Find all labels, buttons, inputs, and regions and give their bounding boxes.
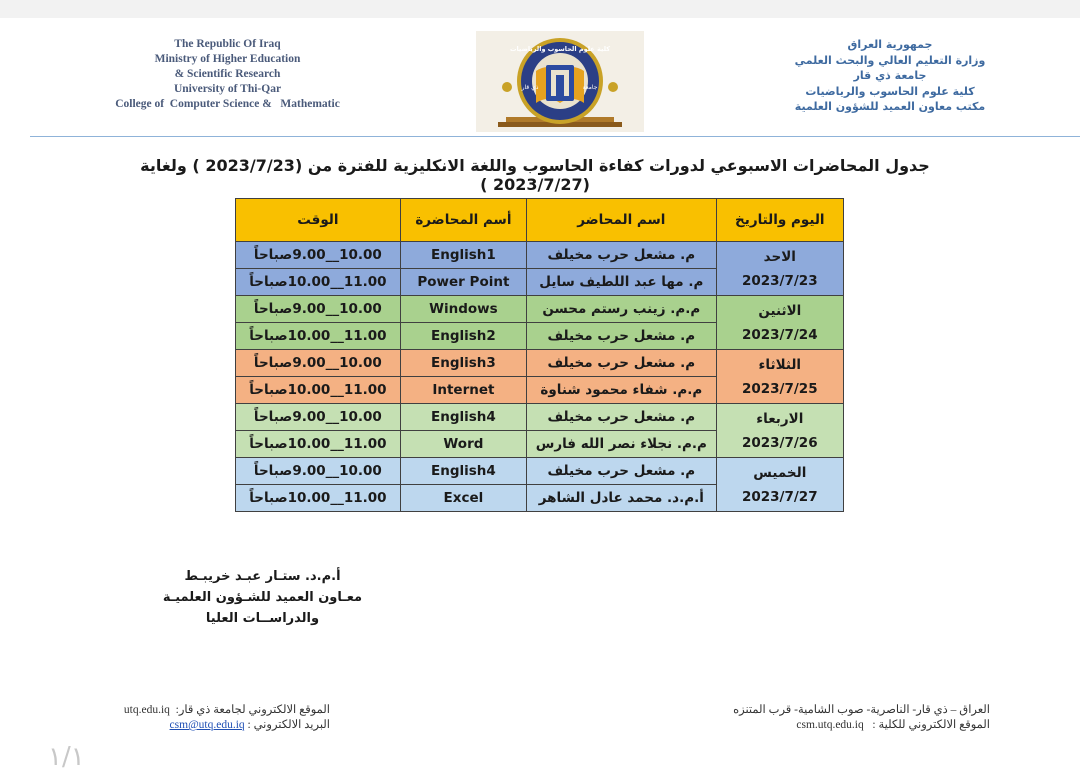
table-row — [236, 242, 844, 269]
table-header-row — [236, 199, 844, 242]
time-cell: 10.00__9.00صباحاً — [236, 242, 401, 269]
subject-cell: English2 — [400, 323, 526, 350]
top-bar — [0, 0, 1080, 18]
day-date: 2023/7/25 — [741, 380, 818, 397]
time-cell: 10.00__9.00صباحاً — [236, 350, 401, 377]
header-day: اليوم والتاريخ — [716, 199, 843, 242]
subject-cell: English1 — [400, 242, 526, 269]
lecturer-cell: أ.م.د. محمد عادل الشاهر — [527, 485, 717, 512]
college-logo — [476, 31, 644, 132]
arabic-letterhead — [790, 37, 990, 115]
header-lecturer: اسم المحاضر — [527, 199, 717, 242]
subject-cell: English4 — [400, 404, 526, 431]
day-date: 2023/7/23 — [741, 272, 818, 289]
day-name: الاثنين — [758, 302, 802, 319]
lecturer-cell: م. مشعل حرب مخيلف — [527, 323, 717, 350]
header-divider — [30, 136, 1080, 137]
signature-block — [150, 566, 375, 629]
subject-cell: Excel — [400, 485, 526, 512]
university-website: الموقع الالكتروني لجامعة ذي قار: utq.edu.iq — [123, 704, 330, 716]
subject-cell: English4 — [400, 458, 526, 485]
day-cell — [716, 404, 843, 458]
letterhead-line: جامعة ذي قار — [853, 69, 927, 82]
footer-contact — [100, 703, 330, 733]
logo-side-text-left: ذي قار — [521, 84, 539, 91]
lecturer-cell: م. مشعل حرب مخيلف — [527, 242, 717, 269]
english-letterhead — [95, 37, 360, 112]
college-emblem-icon — [476, 31, 644, 132]
time-cell: 10.00__9.00صباحاً — [236, 458, 401, 485]
subject-cell: Internet — [400, 377, 526, 404]
time-cell: 11.00__10.00صباحاً — [236, 377, 401, 404]
letterhead-line: جمهورية العراق — [847, 38, 933, 51]
lecturer-cell: م. مشعل حرب مخيلف — [527, 350, 717, 377]
lecturer-cell: م. مشعل حرب مخيلف — [527, 458, 717, 485]
time-cell: 11.00__10.00صباحاً — [236, 323, 401, 350]
day-cell — [716, 350, 843, 404]
header-subject: أسم المحاضرة — [400, 199, 526, 242]
subject-cell: Power Point — [400, 269, 526, 296]
logo-side-dot — [608, 82, 618, 92]
footer-address — [700, 703, 990, 733]
letterhead-line: كلية علوم الحاسوب والرياضيات — [805, 84, 975, 98]
logo-side-dot — [502, 82, 512, 92]
letterhead-line: The Republic Of Iraq — [174, 38, 281, 50]
logo-side-text-right: جامعة — [582, 84, 598, 91]
day-name: الثلاثاء — [758, 356, 802, 373]
time-cell: 10.00__9.00صباحاً — [236, 404, 401, 431]
day-name: الخميس — [753, 464, 807, 481]
email-link[interactable]: csm@utq.edu.iq — [169, 719, 245, 731]
table-row — [236, 296, 844, 323]
letterhead-line: Ministry of Higher Education — [154, 53, 301, 65]
day-cell — [716, 296, 843, 350]
signatory-title-line2: والدراســات العليا — [205, 611, 320, 626]
page-number: ١/١ — [48, 742, 85, 772]
letterhead-line: & Scientific Research — [174, 68, 281, 80]
email-label: البريد الالكتروني : — [244, 719, 330, 731]
table-row — [236, 458, 844, 485]
signatory-name: أ.م.د. ستـار عبـد خريبـط — [184, 569, 341, 584]
letterhead-line: وزارة التعليم العالي والبحث العلمي — [794, 53, 986, 67]
letterhead-line: College of Computer Science & Mathematic — [115, 98, 340, 110]
letterhead-line: University of Thi-Qar — [173, 83, 282, 95]
address-line: العراق – ذي قار- الناصرية- صوب الشامية- قرب المتنزه — [733, 704, 990, 716]
day-cell — [716, 242, 843, 296]
subject-cell: English3 — [400, 350, 526, 377]
lecturer-cell: م.م. شفاء محمود شناوة — [527, 377, 717, 404]
subject-cell: Windows — [400, 296, 526, 323]
lecturer-cell: م. مها عبد اللطيف سايل — [527, 269, 717, 296]
day-cell — [716, 458, 843, 512]
time-cell: 11.00__10.00صباحاً — [236, 431, 401, 458]
day-date: 2023/7/27 — [741, 488, 818, 505]
table-row — [236, 350, 844, 377]
day-date: 2023/7/26 — [741, 434, 818, 451]
time-cell: 11.00__10.00صباحاً — [236, 485, 401, 512]
time-cell: 11.00__10.00صباحاً — [236, 269, 401, 296]
subject-cell: Word — [400, 431, 526, 458]
college-website: الموقع الالكتروني للكلية : csm.utq.edu.iq — [796, 719, 990, 731]
table-row — [236, 404, 844, 431]
day-date: 2023/7/24 — [741, 326, 818, 343]
header-time: الوقت — [236, 199, 401, 242]
lecturer-cell: م.م. زينب رستم محسن — [527, 296, 717, 323]
page-title: جدول المحاضرات الاسبوعي لدورات كفاءة الحاسوب واللغة الانكليزية للفترة من (2023/7/23 ) ولغاية (2023/7/27 ) — [140, 156, 930, 194]
time-cell: 10.00__9.00صباحاً — [236, 296, 401, 323]
lecturer-cell: م. مشعل حرب مخيلف — [527, 404, 717, 431]
day-name: الاربعاء — [756, 410, 804, 427]
letterhead-line: مكتب معاون العميد للشؤون العلمية — [794, 100, 986, 113]
logo-door — [556, 75, 564, 96]
day-name: الاحد — [763, 248, 796, 265]
email-line — [100, 718, 330, 733]
signatory-title: معـاون العميد للشـؤون العلميـة — [162, 590, 363, 605]
schedule-table — [235, 198, 844, 512]
lecturer-cell: م.م. نجلاء نصر الله فارس — [527, 431, 717, 458]
logo-ribbon-text: كلية علوم الحاسوب والرياضيات — [509, 45, 611, 53]
